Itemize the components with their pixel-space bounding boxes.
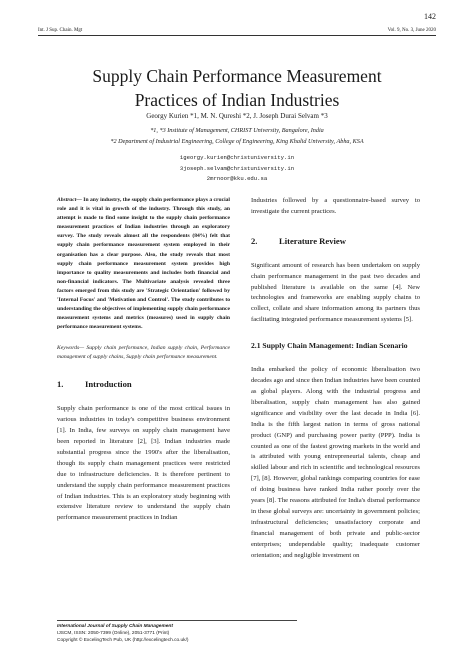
header-volume: Vol. 9, No. 3, June 2020 <box>387 28 436 33</box>
paper-title <box>30 64 444 112</box>
subsection-heading-indian-scenario: 2.1 Supply Chain Management: Indian Scenario <box>251 341 408 351</box>
introduction-continued: Industries followed by a questionnaire-based survey to investigate the current practices. <box>251 197 420 215</box>
emails <box>30 153 444 185</box>
header-journal: Int. J Sup. Chain. Mgt <box>38 28 83 33</box>
right-column <box>251 196 420 561</box>
footer-issn: IJSCM, ISSN: 2050-7399 (Online), 2051-3771 (Print) <box>57 631 170 637</box>
introduction-text: Supply chain performance is one of the most critical issues in various industries in today's competitive business environment [1]. In India, few surveys on supply chain management have been reported in literature [2], [3]. Indian industries made substantial progress since the 1990's after the liberalisation, though its supply chain management practices were restricted due to infrastructure deficiencies. It is therefore pertinent to understand the supply chain performance measurement practices of Indian industries. This is an exploratory study beginning with extensive literature review to understand the supply chain performance measurement practices in Indian <box>57 405 230 522</box>
title-line-2: Practices of Indian Industries <box>134 90 340 110</box>
authors: Georgy Kurien *1, M. N. Qureshi *2, J. Joseph Durai Selvam *3 <box>146 112 328 120</box>
email-1[interactable]: 1georgy.kurien@christuniversity.in <box>179 154 295 161</box>
footer <box>57 620 297 645</box>
abstract <box>57 196 230 332</box>
footer-journal: International Journal of Supply Chain Management <box>57 624 173 629</box>
abstract-lead: Abstract— <box>57 197 82 203</box>
email-3[interactable]: 2mrnoor@kku.edu.sa <box>206 175 268 182</box>
affiliation-2: *2 Department of Industrial Engineering, College of Engineering, King Khalid University, Abha, KSA <box>110 137 364 145</box>
keywords: Keywords— Supply chain performance, Indian supply chain, Performance management of supply chains, Supply chain performance measurement. <box>57 345 230 360</box>
affiliation-1: *1, *3 Institute of Management, CHRIST University, Bangalore, India <box>150 127 324 134</box>
footer-copyright: Copyright © ExcelingTech Pub, UK (http://excelingtech.co.uk/) <box>57 638 189 644</box>
abstract-text: In any industry, the supply chain performance plays a crucial role and it is vital in growth of the industry. Through this study, an attempt is made to find some insight to the supply chain performance measurement practices of Indian industries through an exploratory survey. The study reveals almost all the respondents (84%) felt that supply chain performance measurement system employed in their organisation has a clear purpose. Also, the study reveals that most supply chain performance measurement system provides high importance to quality measurements and includes both financial and non-financial indicators. The Multivariate analysis revealed three factors emerged from this study are 'Strategic Orientation' followed by 'Internal Focus' and 'Motivation and Control'. The study contributes to understanding the objectives of implementing supply chain performance measurement systems and metrics (measures) used in supply chain performance measurement systems. <box>57 197 230 331</box>
email-2[interactable]: 3joseph.selvam@christuniversity.in <box>179 164 295 172</box>
literature-review-text: Significant amount of research has been undertaken on supply chain performance management in the past two decades and published literature is available on the same [4]. New technologies and frameworks are enabling supply chains to collect, collate and share information among its partners thus facilitating integrated performance measurement systems [5]. <box>251 261 420 324</box>
title-line-1: Supply Chain Performance Measurement <box>92 66 382 86</box>
indian-scenario-text: India embarked the policy of economic liberalisation two decades ago and since then Indian industries have been counted as global players. Along with the industrial progress and liberalisation, supply chain management has also gained significance and visibility over the last decade in India [6]. India is the fifth largest nation in terms of gross national product (GNP) and purchasing power parity (PPP). India is counted as one of the fastest growing markets in the world and is attributed with young entrepreneurial talents, cheap and skilled labour and rich in scientific and technological resources [7], [8]. However, global rankings comparing countries for ease of doing business have ranked India rather poorly over the years [8]. The reasons attributed for India's dismal performance in these global surveys are: uncertainty in government policies; infrastructural deficiencies; unsatisfactory corporate and financial management of both private and public-sector enterprises; undependable quality; inadequate customer orientation; and negligible investment on <box>251 366 420 559</box>
section-heading-literature-review: 2. Literature Review <box>251 235 346 246</box>
left-column <box>57 196 230 524</box>
section-heading-introduction: 1. Introduction <box>57 379 132 390</box>
affiliations <box>30 126 444 147</box>
running-header <box>38 28 436 36</box>
page-number: 142 <box>424 12 436 21</box>
